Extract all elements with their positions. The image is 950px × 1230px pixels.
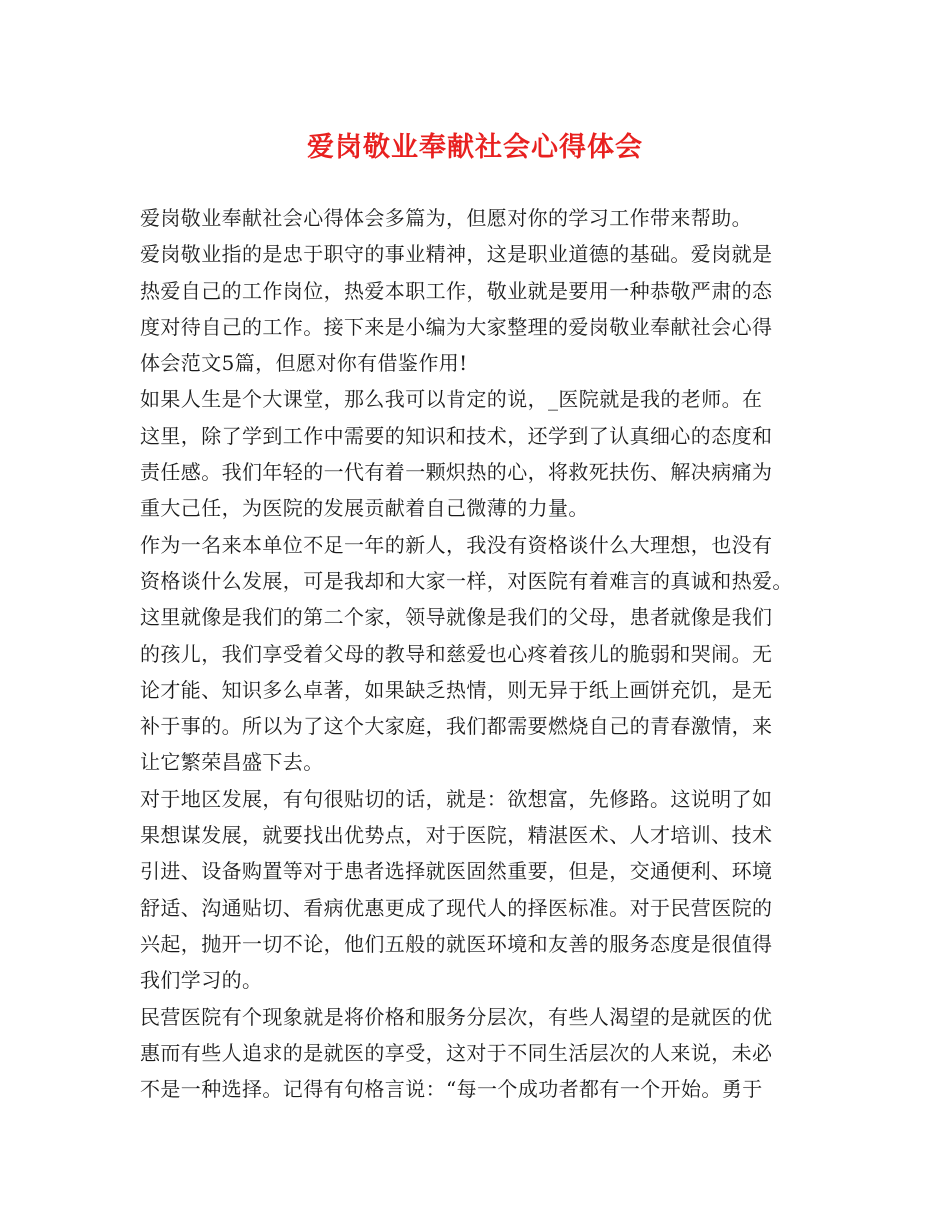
text-line: 作为一名来本单位不足一年的新人，我没有资格谈什么大理想，也没有 bbox=[140, 532, 773, 557]
text-line: 让它繁荣昌盛下去。 bbox=[140, 750, 324, 775]
text-line: 不是一种选择。记得有句格言说：“每一个成功者都有一个开始。勇于 bbox=[140, 1077, 763, 1102]
text-line: 这里就像是我们的第二个家，领导就像是我们的父母，患者就像是我们 bbox=[140, 605, 773, 630]
text-line: 惠而有些人追求的是就医的享受，这对于不同生活层次的人来说，未必 bbox=[140, 1040, 773, 1065]
text-line: 民营医院有个现象就是将价格和服务分层次，有些人渴望的是就医的优 bbox=[140, 1004, 773, 1029]
text-line: 体会范文5篇，但愿对你有借鉴作用! bbox=[140, 351, 468, 376]
text-line: 如果人生是个大课堂，那么我可以肯定的说，_医院就是我的老师。在 bbox=[140, 387, 763, 412]
document-body bbox=[140, 200, 818, 1107]
text-line: 度对待自己的工作。接下来是小编为大家整理的爱岗敬业奉献社会心得 bbox=[140, 314, 773, 339]
text-line: 爱岗敬业奉献社会心得体会多篇为，但愿对你的学习工作带来帮助。 bbox=[140, 206, 752, 230]
text-line: 的孩儿，我们享受着父母的教导和慈爱也心疼着孩儿的脆弱和哭闹。无 bbox=[140, 641, 773, 666]
text-line: 引进、设备购置等对于患者选择就医固然重要，但是，交通便利、环境 bbox=[140, 859, 773, 884]
text-line: 爱岗敬业指的是忠于职守的事业精神，这是职业道德的基础。爱岗就是 bbox=[140, 242, 773, 267]
text-line: 这里，除了学到工作中需要的知识和技术，还学到了认真细心的态度和 bbox=[140, 423, 773, 448]
text-line: 舒适、沟通贴切、看病优惠更成了现代人的择医标准。对于民营医院的 bbox=[140, 895, 773, 920]
text-line: 补于事的。所以为了这个大家庭，我们都需要燃烧自己的青春激情，来 bbox=[140, 714, 773, 739]
text-line: 对于地区发展，有句很贴切的话，就是：欲想富，先修路。这说明了如 bbox=[140, 786, 773, 811]
document-title: 爱岗敬业奉献社会心得体会 bbox=[307, 132, 643, 163]
text-line: 果想谋发展，就要找出优势点，对于医院，精湛医术、人才培训、技术 bbox=[140, 823, 773, 848]
text-line: 论才能、知识多么卓著，如果缺乏热情，则无异于纸上画饼充饥，是无 bbox=[140, 677, 773, 702]
text-line: 重大己任，为医院的发展贡献着自己微薄的力量。 bbox=[140, 496, 589, 521]
text-line: 热爱自己的工作岗位，热爱本职工作，敬业就是要用一种恭敬严肃的态 bbox=[140, 278, 773, 303]
text-line: 资格谈什么发展，可是我却和大家一样，对医院有着难言的真诚和热爱。 bbox=[140, 568, 793, 593]
text-line: 责任感。我们年轻的一代有着一颗炽热的心，将救死扶伤、解决病痛为 bbox=[140, 460, 773, 485]
text-line: 兴起，抛开一切不论，他们五般的就医环境和友善的服务态度是很值得 bbox=[140, 931, 773, 956]
text-line: 我们学习的。 bbox=[140, 968, 263, 993]
